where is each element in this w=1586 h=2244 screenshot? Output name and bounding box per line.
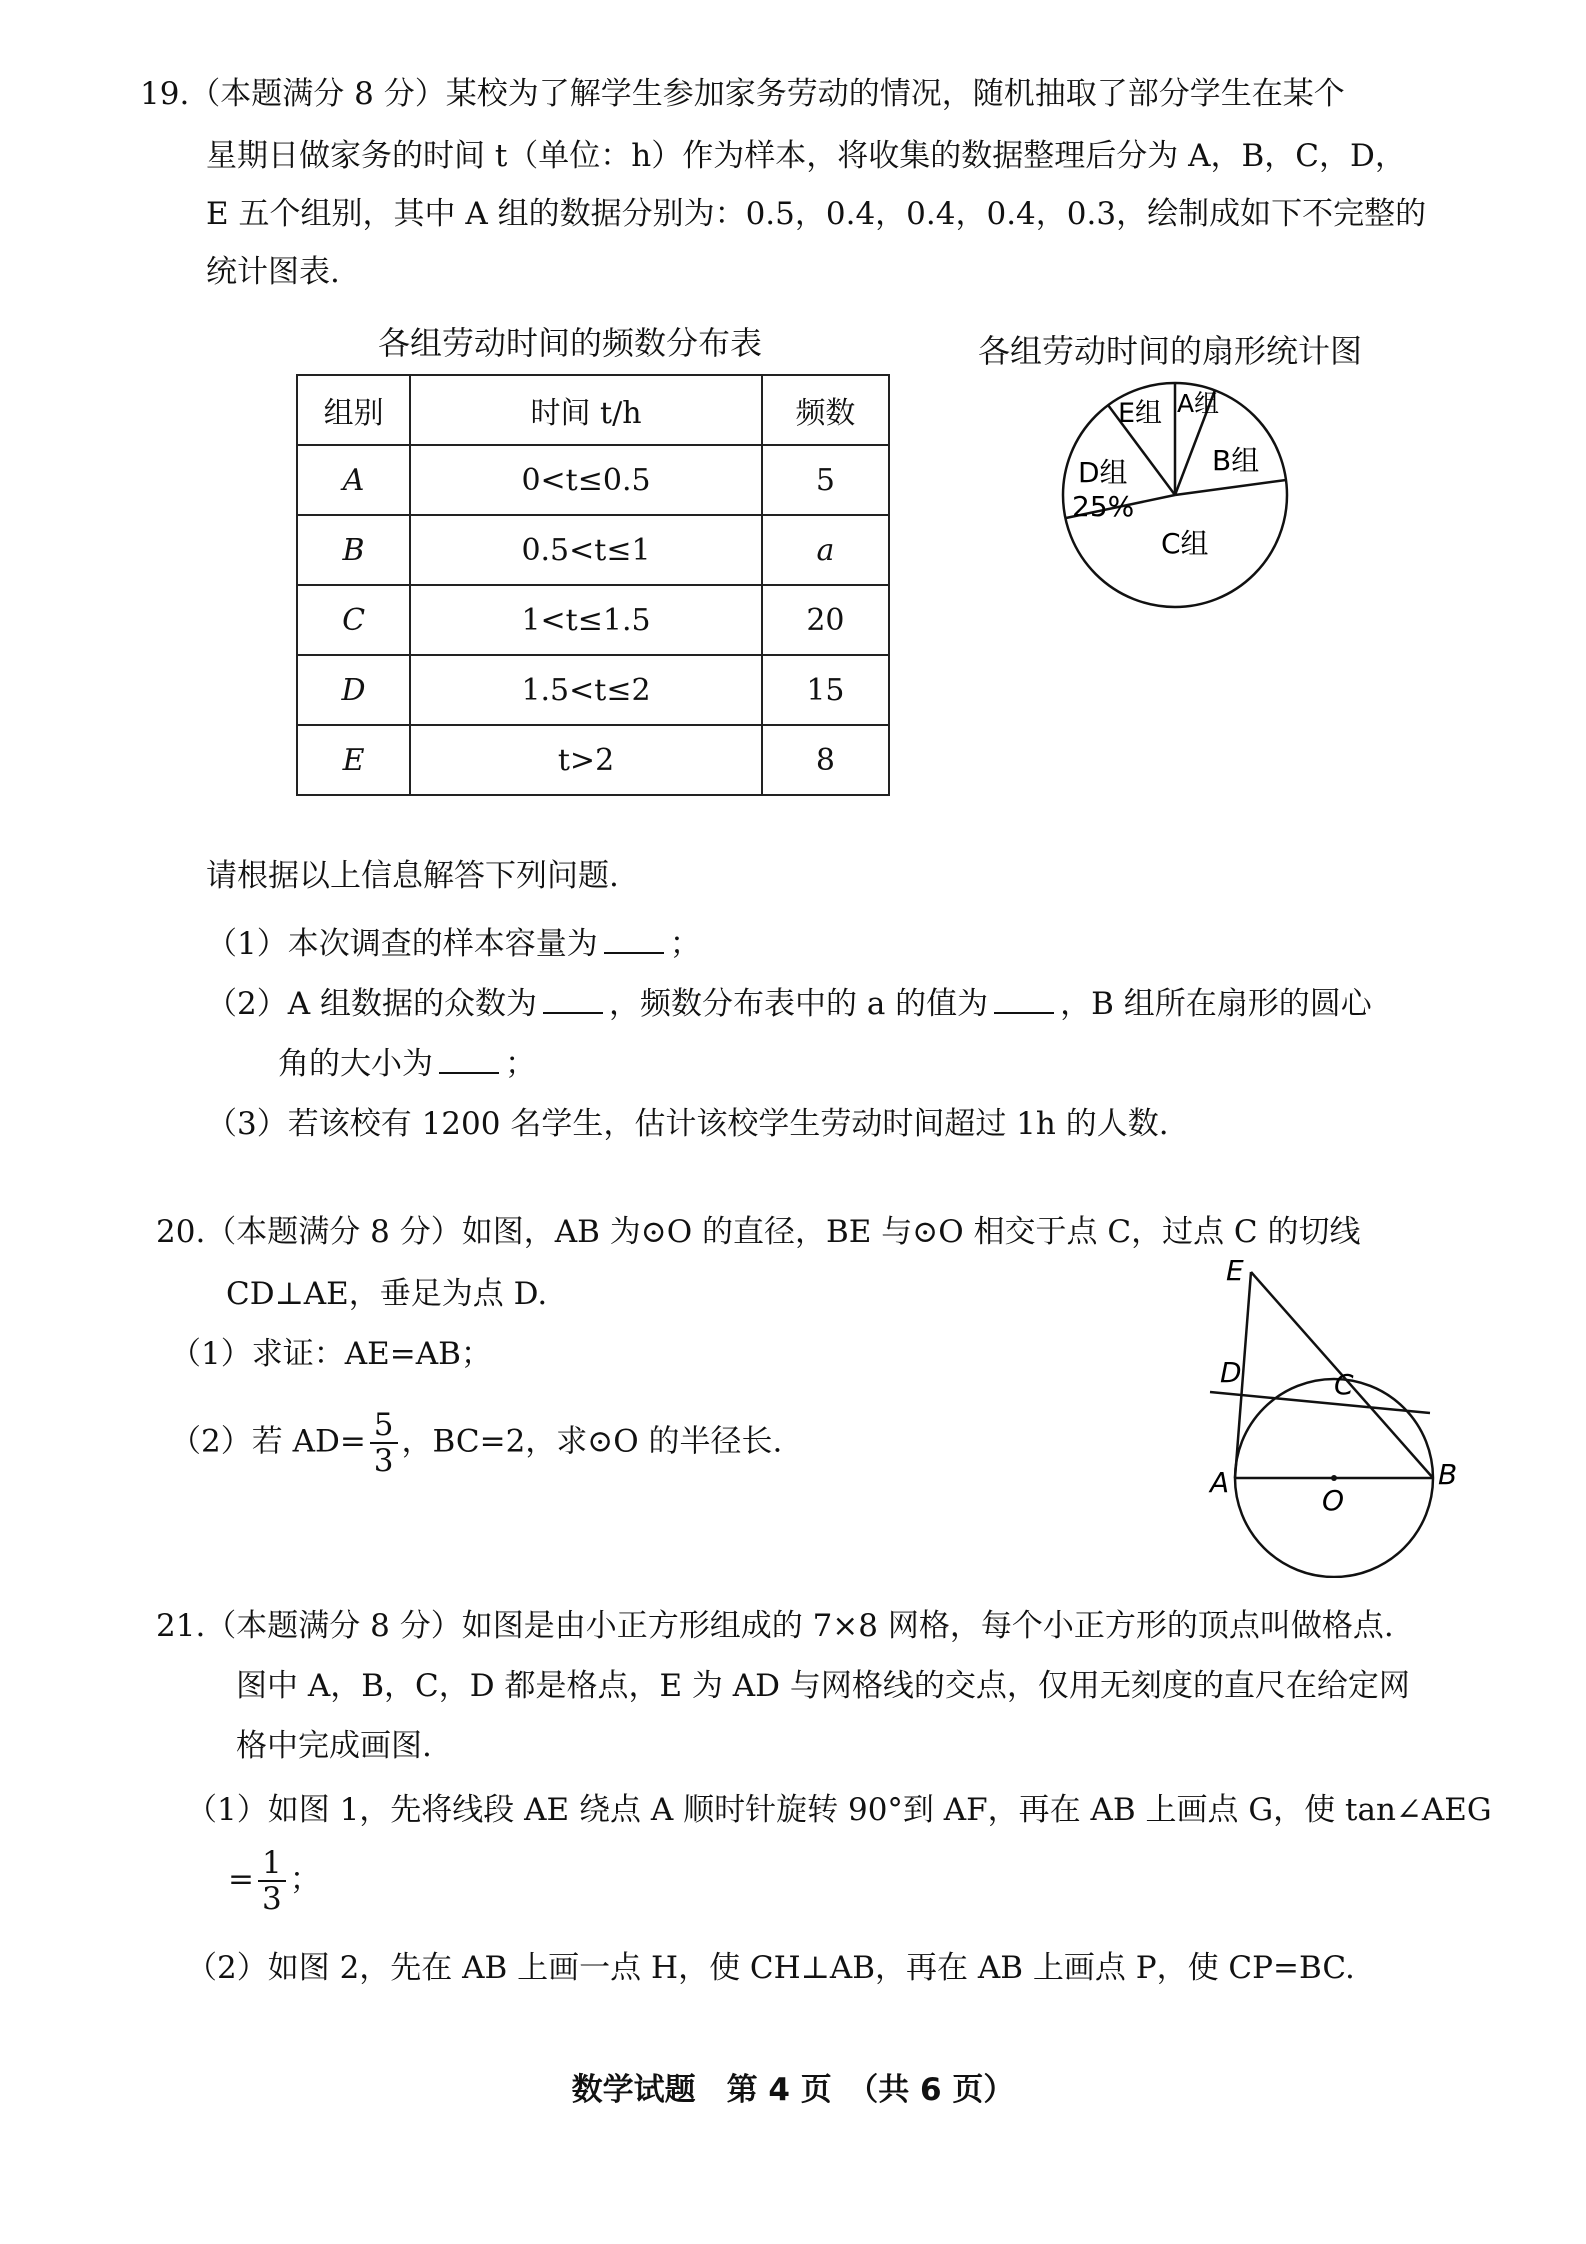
table-header-row <box>297 375 889 445</box>
q21-line1: 21.（本题满分 8 分）如图是由小正方形组成的 7×8 网格，每个小正方形的顶点叫做格点. <box>156 1608 1394 1644</box>
q19-line4: 统计图表. <box>206 254 340 290</box>
q19-part2-line2 <box>278 1042 536 1086</box>
fraction-1-3 <box>258 1846 286 1916</box>
q19-part2 <box>206 982 1372 1026</box>
q20-part2 <box>170 1408 782 1478</box>
cell-frequency: 15 <box>762 655 889 725</box>
pie-label-d-percent: 25% <box>1072 490 1135 523</box>
circle-tangent-figure <box>1190 1258 1460 1578</box>
cell-group: D <box>297 655 410 725</box>
q19-part2-line2-end: ； <box>505 1046 536 1082</box>
table-row <box>297 585 889 655</box>
q21-part1-continued <box>228 1846 321 1916</box>
label-d: D <box>1220 1356 1242 1389</box>
pie-label-e: E组 <box>1118 398 1163 429</box>
page-footer: 数学试题 第 4 页 （共 6 页） <box>571 2072 1015 2108</box>
table-row <box>297 445 889 515</box>
q19-line1: 19.（本题满分 8 分）某校为了解学生参加家务劳动的情况，随机抽取了部分学生在某个 <box>140 76 1345 112</box>
q20-part1: （1）求证：AE=AB； <box>170 1336 492 1372</box>
cell-time: 1.5<t≤2 <box>410 655 762 725</box>
header-frequency: 频数 <box>762 375 889 445</box>
q19-part1-text: （1）本次调查的样本容量为 <box>206 926 598 962</box>
answer-blank[interactable] <box>543 984 603 1014</box>
table-row <box>297 655 889 725</box>
center-point-o <box>1331 1475 1337 1481</box>
header-time: 时间 t/h <box>410 375 762 445</box>
pie-label-a: A组 <box>1177 389 1220 418</box>
q20-line1: 20.（本题满分 8 分）如图，AB 为⊙O 的直径，BE 与⊙O 相交于点 C，过点 C 的切线 <box>156 1214 1361 1250</box>
label-b: B <box>1438 1458 1458 1491</box>
cell-time: t>2 <box>410 725 762 795</box>
q19-part1 <box>206 922 701 966</box>
cell-time: 0.5<t≤1 <box>410 515 762 585</box>
fraction-5-3 <box>370 1408 398 1478</box>
q19-part2-line2-text: 角的大小为 <box>278 1046 433 1082</box>
table-row <box>297 725 889 795</box>
fraction-denominator: 3 <box>373 1443 394 1479</box>
header-group: 组别 <box>297 375 410 445</box>
fraction-numerator: 5 <box>370 1408 398 1444</box>
q21-equals: = <box>228 1861 254 1898</box>
cell-group: A <box>297 445 410 515</box>
table-title: 各组劳动时间的频数分布表 <box>378 324 763 362</box>
pie-label-c: C组 <box>1161 527 1209 560</box>
fraction-denominator: 3 <box>261 1881 282 1917</box>
q21-part1-end: ； <box>289 1861 321 1898</box>
answer-blank[interactable] <box>439 1044 499 1074</box>
q19-part2-text-a: （2）A 组数据的众数为 <box>206 986 537 1022</box>
answer-blank[interactable] <box>604 924 664 954</box>
cell-time: 0<t≤0.5 <box>410 445 762 515</box>
q21-line2: 图中 A，B，C，D 都是格点，E 为 AD 与网格线的交点，仅用无刻度的直尺在给定网 <box>236 1668 1410 1704</box>
pie-label-b: B组 <box>1212 444 1260 477</box>
q19-line2: 星期日做家务的时间 t（单位：h）作为样本，将收集的数据整理后分为 A，B，C，D， <box>206 138 1406 174</box>
cell-frequency: 20 <box>762 585 889 655</box>
q19-part2-text-c: ，B 组所在扇形的圆心 <box>1060 986 1372 1022</box>
table-row <box>297 515 889 585</box>
q20-part2-end: ，BC=2，求⊙O 的半径长. <box>401 1423 783 1460</box>
answer-blank[interactable] <box>994 984 1054 1014</box>
q19-line3: E 五个组别，其中 A 组的数据分别为：0.5，0.4，0.4，0.4，0.3，绘制成如下不完整的 <box>206 196 1427 232</box>
label-e: E <box>1226 1258 1244 1287</box>
q20-line2: CD⊥AE，垂足为点 D. <box>226 1276 548 1312</box>
cell-frequency: a <box>762 515 889 585</box>
q19-prompt: 请根据以上信息解答下列问题. <box>206 858 619 894</box>
pie-divider-b-c <box>1175 480 1286 495</box>
cell-frequency: 5 <box>762 445 889 515</box>
pie-chart <box>1050 370 1300 620</box>
q19-part3: （3）若该校有 1200 名学生，估计该校学生劳动时间超过 1h 的人数. <box>206 1106 1169 1142</box>
cell-group: E <box>297 725 410 795</box>
pie-title: 各组劳动时间的扇形统计图 <box>978 332 1363 370</box>
label-a: A <box>1210 1466 1230 1499</box>
cell-group: C <box>297 585 410 655</box>
frequency-table <box>296 374 890 796</box>
q19-part2-text-b: ，频数分布表中的 a 的值为 <box>608 986 989 1022</box>
label-c: C <box>1334 1368 1354 1401</box>
cell-frequency: 8 <box>762 725 889 795</box>
q21-part1: （1）如图 1，先将线段 AE 绕点 A 顺时针旋转 90°到 AF，再在 AB 上画点 G，使 tan∠AEG <box>186 1792 1492 1828</box>
label-o: O <box>1322 1484 1345 1517</box>
pie-label-d: D组 <box>1078 456 1128 489</box>
q21-part2: （2）如图 2，先在 AB 上画一点 H，使 CH⊥AB，再在 AB 上画点 P，使 CP=BC. <box>186 1950 1355 1986</box>
cell-time: 1<t≤1.5 <box>410 585 762 655</box>
q21-line3: 格中完成画图. <box>236 1728 432 1764</box>
fraction-numerator: 1 <box>258 1846 286 1882</box>
q20-part2-text: （2）若 AD= <box>170 1423 366 1460</box>
cell-group: B <box>297 515 410 585</box>
q19-part1-end: ； <box>669 926 701 962</box>
